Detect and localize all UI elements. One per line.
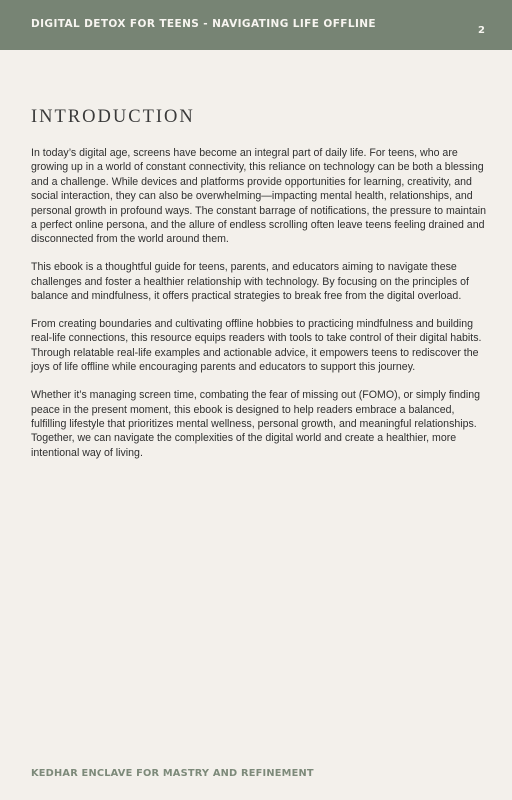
- paragraph: From creating boundaries and cultivating offline hobbies to practicing mindfulness and building real-life connections, this resource equips readers with tools to take control of their digital habits. Through relatable real-life examples and actionable advice, it empowers teens to rediscover the joys of life offline while encouraging parents and educators to support this journey.: [31, 318, 482, 374]
- introduction-body: [31, 146, 487, 474]
- paragraph: In today’s digital age, screens have become an integral part of daily life. For teens, who are growing up in a world of constant connectivity, this reliance on technology can be both a blessing and a challenge. While devices and platforms provide opportunities for learning, creativity, and social interaction, they can also be overwhelming—impacting mental health, relationships, and personal growth in profound ways. The constant barrage of notifications, the pressure to maintain a perfect online persona, and the allure of endless scrolling often leave teens feeling drained and disconnected from the world around them.: [31, 147, 487, 246]
- footer-text: KEDHAR ENCLAVE FOR MASTRY AND REFINEMENT: [31, 768, 314, 779]
- section-title: INTRODUCTION: [31, 107, 195, 127]
- page-number: 2: [478, 25, 485, 36]
- paragraph: Whether it’s managing screen time, combating the fear of missing out (FOMO), or simply finding peace in the present moment, this ebook is designed to help readers embrace a balanced, fulfilling lifestyle that prioritizes mental wellness, personal growth, and meaningful relationships. Together, we can navigate the complexities of the digital world and create a healthier, more intentional way of living.: [31, 389, 481, 459]
- paragraph: This ebook is a thoughtful guide for teens, parents, and educators aiming to navigate these challenges and foster a healthier relationship with technology. By focusing on the principles of balance and mindfulness, it offers practical strategies to break free from the digital overload.: [31, 261, 469, 303]
- running-header-title: DIGITAL DETOX FOR TEENS - NAVIGATING LIFE OFFLINE: [31, 18, 377, 30]
- header-band: [0, 0, 512, 50]
